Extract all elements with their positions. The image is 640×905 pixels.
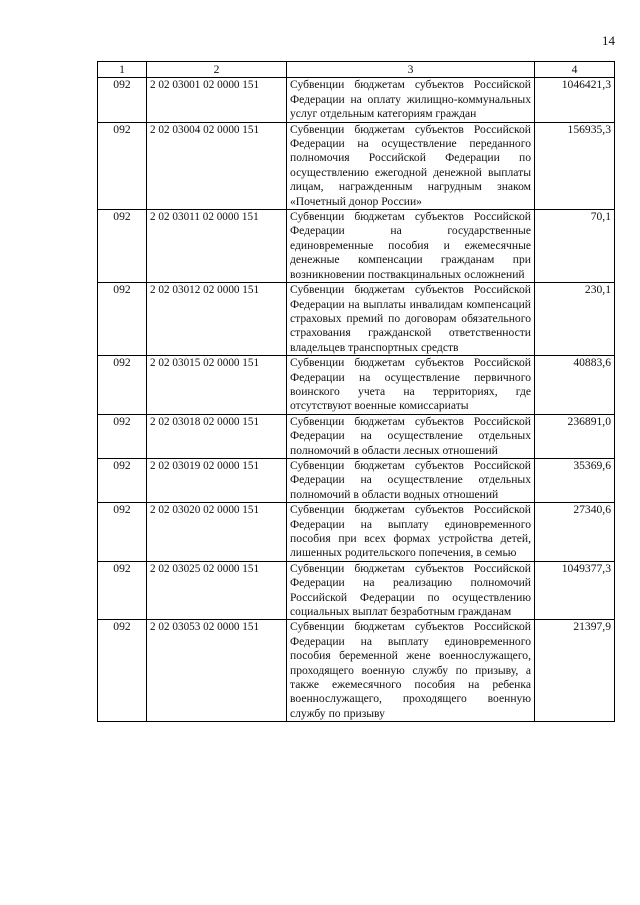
description-cell: Субвенции бюджетам субъектов Российской Федерации на оплату жилищно-коммунальных услуг отдельным категориям граждан [287, 78, 535, 122]
table-row [98, 503, 615, 562]
admin-code-cell: 092 [98, 458, 147, 502]
amount-cell: 230,1 [535, 283, 615, 356]
description-cell: Субвенции бюджетам субъектов Российской Федерации на реализацию полномочий Российской Федерации по осуществлению социальных выплат безработным гражданам [287, 561, 535, 620]
budget-table [97, 61, 615, 722]
budget-classification-code-cell: 2 02 03011 02 0000 151 [147, 210, 287, 283]
description-cell: Субвенции бюджетам субъектов Российской Федерации на выплаты инвалидам компенсаций страховых премий по договорам обязательного страхования гражданской ответственности владельцев транспортных средств [287, 283, 535, 356]
admin-code-cell: 092 [98, 210, 147, 283]
table-row [98, 620, 615, 722]
admin-code-cell: 092 [98, 356, 147, 415]
description-cell: Субвенции бюджетам субъектов Российской Федерации на выплату единовременного пособия при всех формах устройства детей, лишенных родительского попечения, в семью [287, 503, 535, 562]
table-row [98, 356, 615, 415]
table-row [98, 122, 615, 209]
page-number: 14 [602, 33, 615, 48]
description-cell: Субвенции бюджетам субъектов Российской Федерации на выплату единовременного пособия беременной жене военнослужащего, проходящего военную службу по призыву, а также ежемесячного пособия на ребенка военнослужащего, проходящего военную службу по призыву [287, 620, 535, 722]
admin-code-cell: 092 [98, 283, 147, 356]
admin-code-cell: 092 [98, 561, 147, 620]
description-cell: Субвенции бюджетам субъектов Российской Федерации на осуществление переданного полномочия Российской Федерации по осуществлению ежегодной денежной выплаты лицам, награжденным нагрудным знаком «Почетный донор России» [287, 122, 535, 209]
column-header-2: 2 [147, 62, 287, 78]
amount-cell: 156935,3 [535, 122, 615, 209]
table-row [98, 458, 615, 502]
description-cell: Субвенции бюджетам субъектов Российской Федерации на осуществление первичного воинского учета на территориях, где отсутствуют военные комиссариаты [287, 356, 535, 415]
column-header-1: 1 [98, 62, 147, 78]
amount-cell: 35369,6 [535, 458, 615, 502]
budget-classification-code-cell: 2 02 03025 02 0000 151 [147, 561, 287, 620]
budget-classification-code-cell: 2 02 03018 02 0000 151 [147, 414, 287, 458]
budget-classification-code-cell: 2 02 03020 02 0000 151 [147, 503, 287, 562]
table-row [98, 78, 615, 122]
admin-code-cell: 092 [98, 78, 147, 122]
admin-code-cell: 092 [98, 122, 147, 209]
amount-cell: 70,1 [535, 210, 615, 283]
budget-classification-code-cell: 2 02 03019 02 0000 151 [147, 458, 287, 502]
table-row [98, 283, 615, 356]
table-row [98, 561, 615, 620]
amount-cell: 1046421,3 [535, 78, 615, 122]
amount-cell: 40883,6 [535, 356, 615, 415]
amount-cell: 236891,0 [535, 414, 615, 458]
description-cell: Субвенции бюджетам субъектов Российской Федерации на осуществление отдельных полномочий в области лесных отношений [287, 414, 535, 458]
description-cell: Субвенции бюджетам субъектов Российской Федерации на государственные единовременные пособия и ежемесячные денежные компенсации гражданам при возникновении поствакцинальных осложнений [287, 210, 535, 283]
description-cell: Субвенции бюджетам субъектов Российской Федерации на осуществление отдельных полномочий в области водных отношений [287, 458, 535, 502]
amount-cell: 27340,6 [535, 503, 615, 562]
admin-code-cell: 092 [98, 414, 147, 458]
budget-classification-code-cell: 2 02 03001 02 0000 151 [147, 78, 287, 122]
budget-classification-code-cell: 2 02 03012 02 0000 151 [147, 283, 287, 356]
admin-code-cell: 092 [98, 620, 147, 722]
admin-code-cell: 092 [98, 503, 147, 562]
budget-classification-code-cell: 2 02 03015 02 0000 151 [147, 356, 287, 415]
table-header-row [98, 62, 615, 78]
budget-classification-code-cell: 2 02 03004 02 0000 151 [147, 122, 287, 209]
column-header-3: 3 [287, 62, 535, 78]
table-row [98, 414, 615, 458]
budget-classification-code-cell: 2 02 03053 02 0000 151 [147, 620, 287, 722]
table-row [98, 210, 615, 283]
column-header-4: 4 [535, 62, 615, 78]
amount-cell: 21397,9 [535, 620, 615, 722]
amount-cell: 1049377,3 [535, 561, 615, 620]
